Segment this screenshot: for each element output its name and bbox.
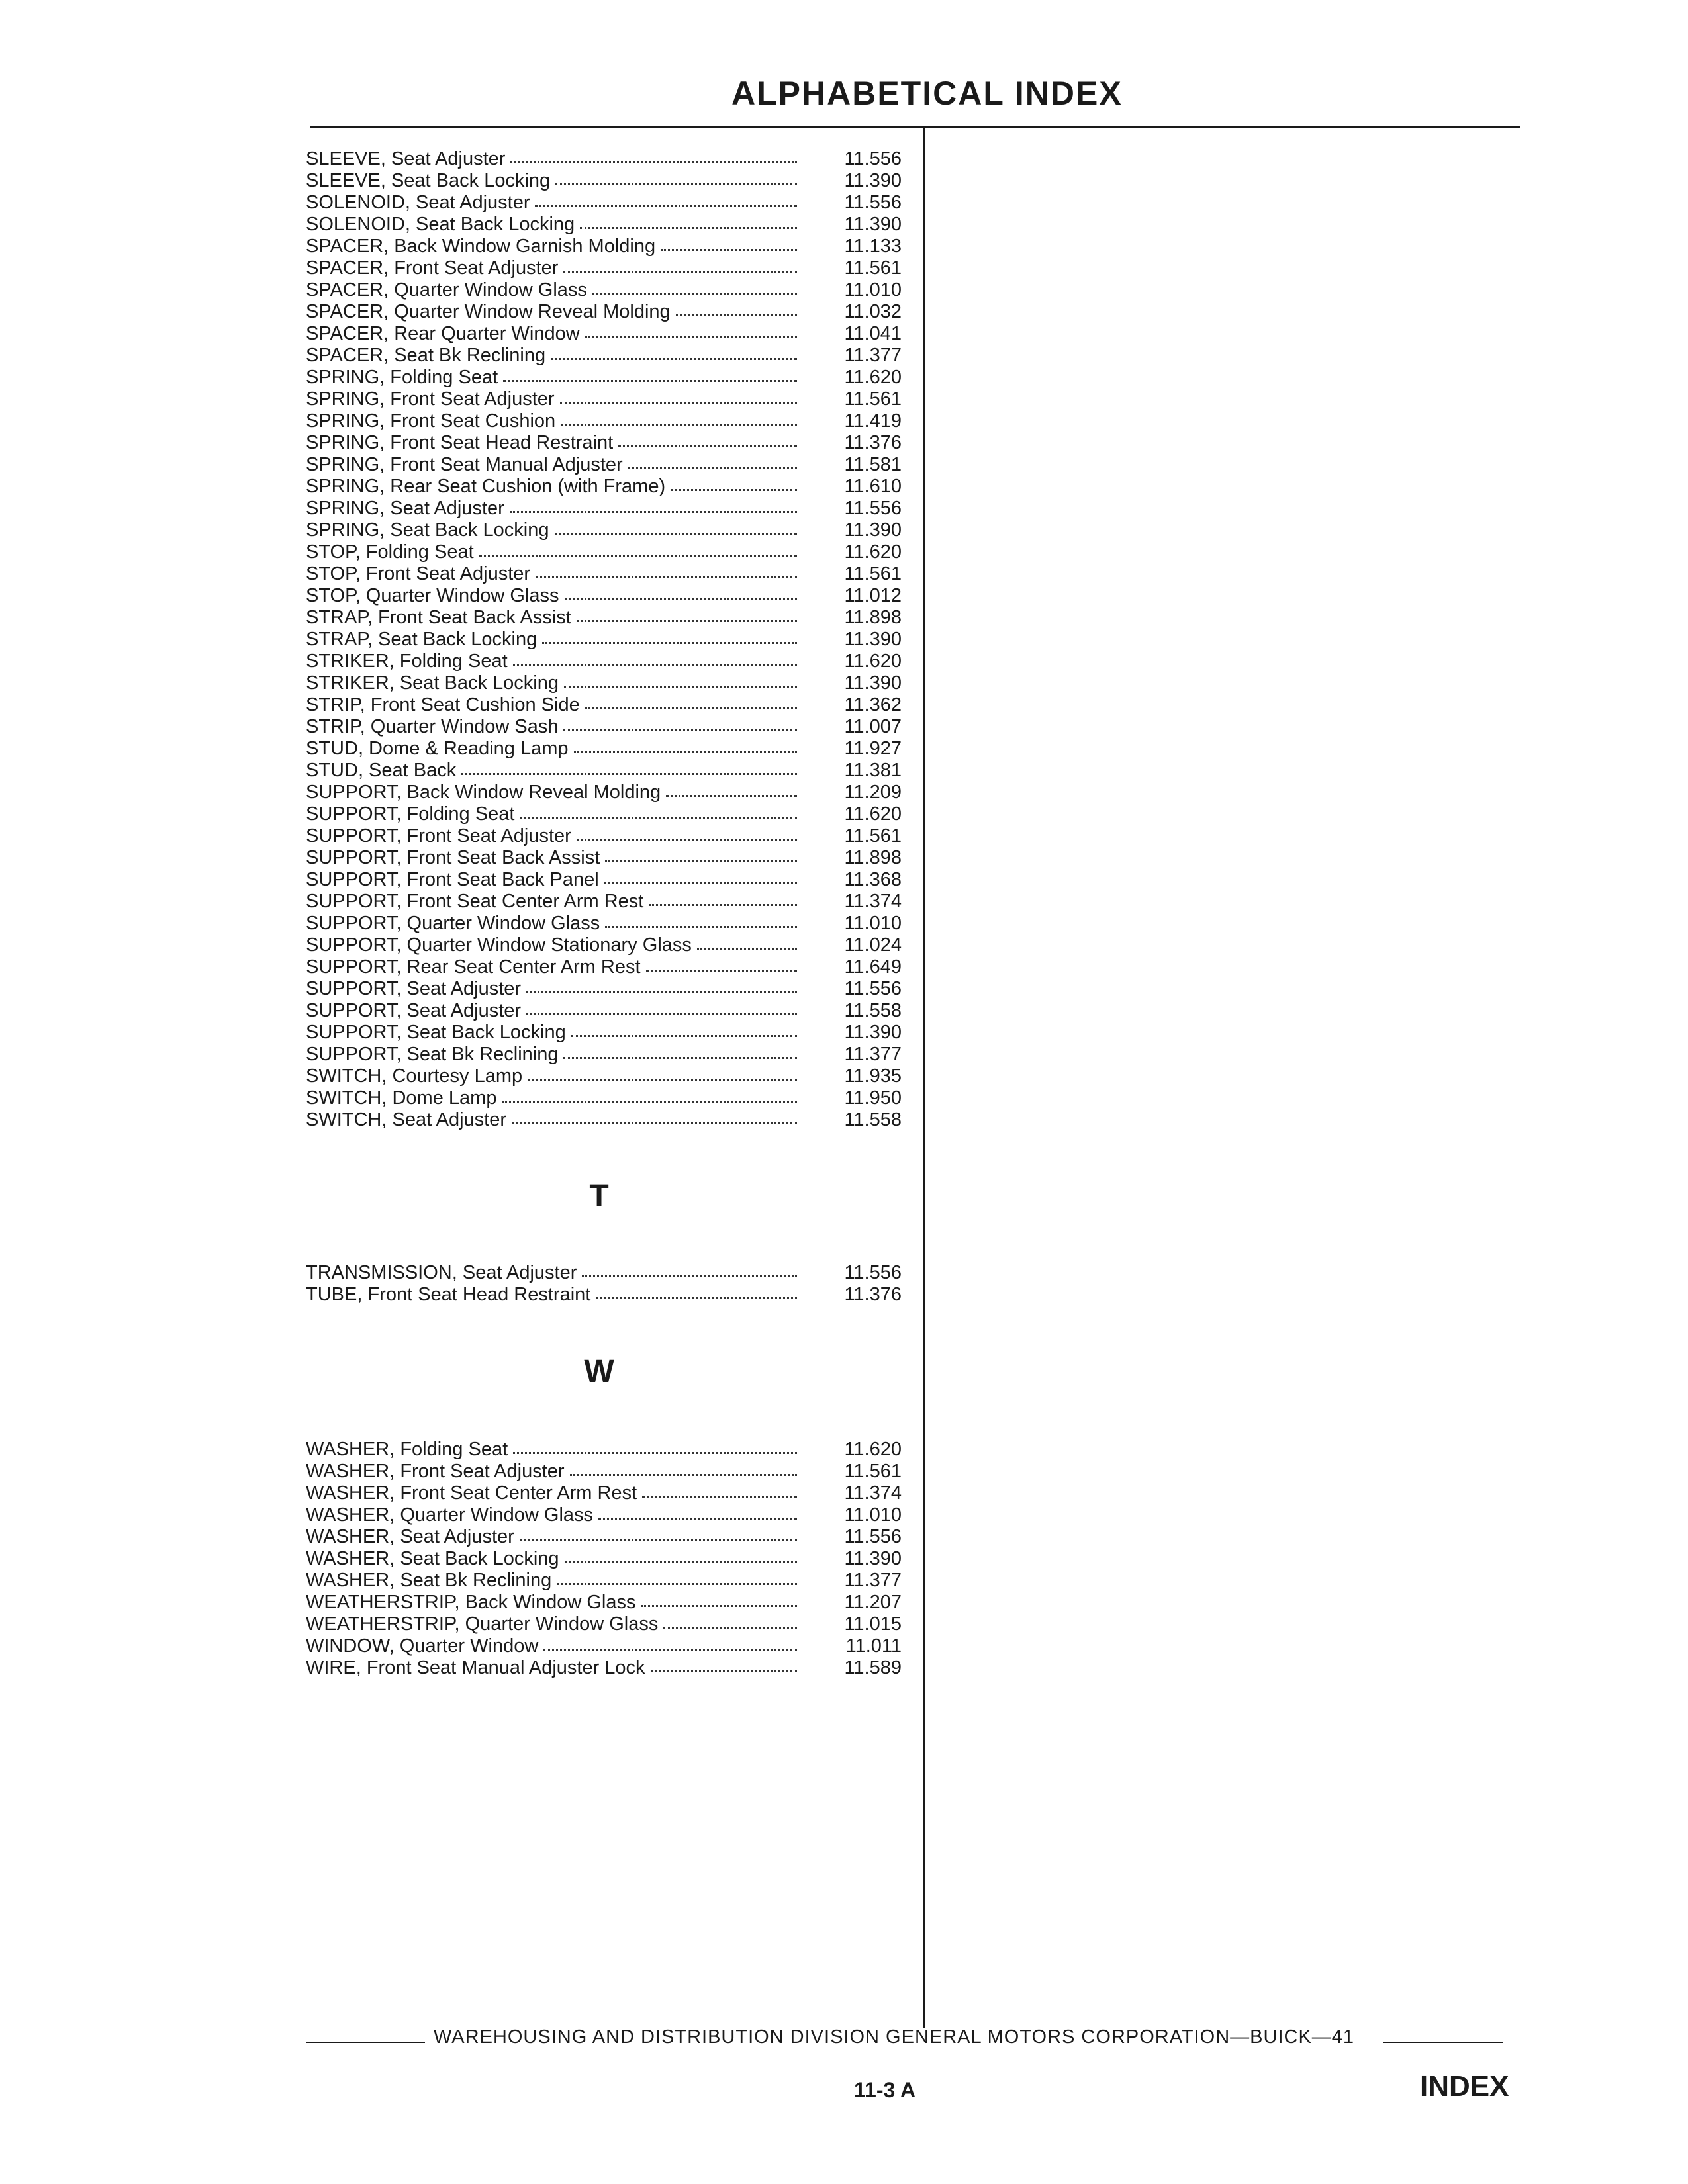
section-name: INDEX — [1420, 2070, 1509, 2103]
dot-leader — [461, 757, 797, 775]
index-entry — [306, 278, 902, 300]
index-entry — [306, 911, 902, 933]
entry-label: WASHER, Front Seat Adjuster — [306, 1461, 565, 1482]
index-list-w — [306, 1437, 902, 1678]
entry-page: 11.561 — [844, 388, 902, 410]
index-entry — [306, 409, 902, 431]
entry-label: STUD, Seat Back — [306, 760, 457, 781]
entry-page: 11.556 — [844, 1526, 902, 1547]
dot-leader — [563, 1041, 797, 1059]
dot-leader — [528, 1063, 797, 1081]
index-entry — [306, 671, 902, 693]
dot-leader — [628, 451, 797, 469]
dot-leader — [661, 233, 797, 251]
index-entry — [306, 518, 902, 540]
dot-leader — [513, 1436, 797, 1454]
index-entry — [306, 453, 902, 475]
entry-page: 11.390 — [844, 672, 902, 694]
dot-leader — [555, 167, 797, 185]
entry-label: WIRE, Front Seat Manual Adjuster Lock — [306, 1657, 645, 1678]
index-entry — [306, 256, 902, 278]
entry-label: WASHER, Seat Adjuster — [306, 1526, 514, 1547]
entry-page: 11.374 — [844, 891, 902, 912]
entry-page: 11.032 — [844, 301, 902, 322]
entry-label: SWITCH, Courtesy Lamp — [306, 1066, 523, 1087]
entry-page: 11.015 — [844, 1614, 902, 1635]
dot-leader — [520, 801, 797, 819]
dot-leader — [646, 954, 797, 972]
entry-label: WINDOW, Quarter Window — [306, 1635, 539, 1657]
entry-page: 11.935 — [844, 1066, 902, 1087]
dot-leader — [557, 1567, 797, 1585]
entry-page: 11.390 — [844, 214, 902, 235]
index-entry — [306, 343, 902, 365]
entry-label: SPRING, Front Seat Cushion — [306, 410, 556, 432]
entry-label: WASHER, Seat Back Locking — [306, 1548, 559, 1569]
entry-page: 11.041 — [844, 323, 902, 344]
dot-leader — [666, 779, 797, 797]
dot-leader — [592, 277, 797, 295]
entry-label: SOLENOID, Seat Adjuster — [306, 192, 530, 213]
entry-label: SUPPORT, Front Seat Center Arm Rest — [306, 891, 644, 912]
index-entry — [306, 758, 902, 780]
index-entry — [306, 562, 902, 584]
dot-leader — [676, 298, 797, 316]
dot-leader — [580, 211, 797, 229]
entry-label: SUPPORT, Seat Adjuster — [306, 978, 522, 999]
entry-page: 11.556 — [844, 1262, 902, 1283]
entry-page: 11.556 — [844, 192, 902, 213]
index-entry — [306, 606, 902, 627]
entry-page: 11.581 — [844, 454, 902, 475]
entry-label: SUPPORT, Front Seat Back Panel — [306, 869, 599, 890]
entry-page: 11.376 — [844, 432, 902, 453]
index-entry — [306, 169, 902, 191]
index-entry — [306, 1283, 902, 1304]
index-entry — [306, 627, 902, 649]
dot-leader — [565, 1545, 797, 1563]
entry-page: 11.589 — [844, 1657, 902, 1678]
entry-page: 11.898 — [844, 607, 902, 628]
dot-leader — [542, 626, 797, 644]
entry-label: WEATHERSTRIP, Back Window Glass — [306, 1592, 636, 1613]
index-entry — [306, 365, 902, 387]
dot-leader — [618, 430, 797, 447]
dot-leader — [605, 844, 797, 862]
entry-label: SPACER, Rear Quarter Window — [306, 323, 580, 344]
dot-leader — [671, 473, 797, 491]
index-entry — [306, 955, 902, 977]
entry-label: SUPPORT, Seat Bk Reclining — [306, 1044, 559, 1065]
dot-leader — [663, 1611, 797, 1629]
index-entry — [306, 212, 902, 234]
index-entry — [306, 234, 902, 256]
dot-leader — [563, 255, 797, 273]
index-entry — [306, 824, 902, 846]
entry-label: STOP, Front Seat Adjuster — [306, 563, 531, 584]
entry-page: 11.362 — [844, 694, 902, 715]
entry-label: TRANSMISSION, Seat Adjuster — [306, 1262, 577, 1283]
entry-label: WASHER, Seat Bk Reclining — [306, 1570, 552, 1591]
dot-leader — [513, 648, 797, 666]
entry-label: SUPPORT, Quarter Window Glass — [306, 913, 600, 934]
entry-page: 11.620 — [844, 541, 902, 563]
entry-page: 11.381 — [844, 760, 902, 781]
entry-label: SWITCH, Dome Lamp — [306, 1087, 497, 1109]
entry-label: SPRING, Front Seat Adjuster — [306, 388, 555, 410]
entry-page: 11.376 — [844, 1284, 902, 1305]
entry-page: 11.620 — [844, 651, 902, 672]
entry-page: 11.010 — [844, 279, 902, 300]
index-entry — [306, 1481, 902, 1503]
entry-label: SUPPORT, Folding Seat — [306, 803, 515, 825]
entry-label: SPRING, Folding Seat — [306, 367, 498, 388]
dot-leader — [577, 604, 797, 622]
index-entry — [306, 1108, 902, 1130]
dot-leader — [605, 910, 797, 928]
entry-page: 11.209 — [844, 782, 902, 803]
dot-leader — [502, 1085, 797, 1103]
index-entry — [306, 1042, 902, 1064]
dot-leader — [585, 320, 797, 338]
dot-leader — [526, 997, 797, 1015]
dot-leader — [577, 823, 797, 841]
dot-leader — [563, 713, 797, 731]
entry-page: 11.374 — [844, 1482, 902, 1504]
entry-label: SPRING, Front Seat Head Restraint — [306, 432, 614, 453]
entry-label: WASHER, Front Seat Center Arm Rest — [306, 1482, 637, 1504]
dot-leader — [526, 976, 797, 993]
entry-page: 11.898 — [844, 847, 902, 868]
entry-page: 11.620 — [844, 1439, 902, 1460]
index-entry — [306, 475, 902, 496]
entry-label: SUPPORT, Back Window Reveal Molding — [306, 782, 661, 803]
entry-label: SUPPORT, Quarter Window Stationary Glass — [306, 934, 692, 956]
index-entry — [306, 431, 902, 453]
entry-page: 11.649 — [844, 956, 902, 978]
entry-label: SPRING, Rear Seat Cushion (with Frame) — [306, 476, 666, 497]
dot-leader — [510, 146, 797, 163]
index-entry — [306, 802, 902, 824]
index-list-t — [306, 1261, 902, 1304]
entry-label: SPRING, Seat Back Locking — [306, 520, 549, 541]
index-list-s — [306, 147, 902, 1130]
index-entry — [306, 1086, 902, 1108]
entry-label: STRIP, Quarter Window Sash — [306, 716, 559, 737]
entry-label: SPACER, Back Window Garnish Molding — [306, 236, 656, 257]
entry-label: SPACER, Seat Bk Reclining — [306, 345, 546, 366]
entry-page: 11.950 — [844, 1087, 902, 1109]
dot-leader — [596, 1281, 797, 1299]
entry-page: 11.561 — [844, 825, 902, 846]
entry-page: 11.133 — [844, 236, 902, 257]
index-entry — [306, 1590, 902, 1612]
index-entry — [306, 1569, 902, 1590]
entry-label: SOLENOID, Seat Back Locking — [306, 214, 575, 235]
entry-label: SUPPORT, Seat Adjuster — [306, 1000, 522, 1021]
entry-label: WASHER, Folding Seat — [306, 1439, 508, 1460]
entry-page: 11.561 — [844, 1461, 902, 1482]
footer-rule-right — [1383, 2042, 1503, 2043]
dot-leader — [555, 517, 798, 535]
entry-page: 11.390 — [844, 629, 902, 650]
entry-page: 11.558 — [844, 1109, 902, 1130]
index-entry — [306, 649, 902, 671]
entry-page: 11.390 — [844, 1548, 902, 1569]
entry-page: 11.377 — [844, 1044, 902, 1065]
section-letter-w: W — [584, 1354, 614, 1389]
entry-label: SUPPORT, Front Seat Adjuster — [306, 825, 571, 846]
entry-page: 11.610 — [844, 476, 902, 497]
entry-page: 11.556 — [844, 148, 902, 169]
entry-page: 11.620 — [844, 367, 902, 388]
dot-leader — [585, 692, 797, 709]
entry-page: 11.556 — [844, 498, 902, 519]
entry-page: 11.390 — [844, 170, 902, 191]
index-entry — [306, 147, 902, 169]
dot-leader — [574, 735, 798, 753]
index-entry — [306, 889, 902, 911]
index-entry — [306, 1261, 902, 1283]
index-entry — [306, 933, 902, 955]
index-entry — [306, 1503, 902, 1525]
entry-label: STRIKER, Seat Back Locking — [306, 672, 559, 694]
entry-label: STRAP, Seat Back Locking — [306, 629, 538, 650]
index-entry — [306, 191, 902, 212]
index-entry — [306, 1437, 902, 1459]
entry-label: SUPPORT, Seat Back Locking — [306, 1022, 566, 1043]
entry-page: 11.010 — [844, 913, 902, 934]
dot-leader — [565, 582, 797, 600]
dot-leader — [503, 364, 797, 382]
dot-leader — [520, 1524, 797, 1541]
dot-leader — [536, 561, 797, 578]
entry-page: 11.620 — [844, 803, 902, 825]
entry-page: 11.561 — [844, 257, 902, 279]
index-entry — [306, 1656, 902, 1678]
entry-page: 11.377 — [844, 1570, 902, 1591]
footer-text: WAREHOUSING AND DISTRIBUTION DIVISION GENERAL MOTORS CORPORATION—BUICK—41 — [434, 2026, 1355, 2048]
entry-label: STRIKER, Folding Seat — [306, 651, 508, 672]
index-entry — [306, 846, 902, 868]
column-divider — [923, 128, 925, 2028]
entry-label: SWITCH, Seat Adjuster — [306, 1109, 506, 1130]
entry-label: STOP, Folding Seat — [306, 541, 474, 563]
index-entry — [306, 540, 902, 562]
dot-leader — [649, 888, 797, 906]
entry-label: STUD, Dome & Reading Lamp — [306, 738, 569, 759]
index-entry — [306, 977, 902, 999]
dot-leader — [642, 1480, 797, 1498]
entry-label: SLEEVE, Seat Back Locking — [306, 170, 551, 191]
entry-label: TUBE, Front Seat Head Restraint — [306, 1284, 591, 1305]
entry-page: 11.011 — [845, 1635, 902, 1657]
index-entry — [306, 1634, 902, 1656]
entry-page: 11.558 — [844, 1000, 902, 1021]
index-entry — [306, 387, 902, 409]
entry-page: 11.207 — [844, 1592, 902, 1613]
entry-label: STRAP, Front Seat Back Assist — [306, 607, 571, 628]
dot-leader — [697, 932, 797, 950]
dot-leader — [641, 1589, 797, 1607]
entry-page: 11.012 — [844, 585, 902, 606]
entry-label: WASHER, Quarter Window Glass — [306, 1504, 594, 1525]
index-entry — [306, 1064, 902, 1086]
entry-label: WEATHERSTRIP, Quarter Window Glass — [306, 1614, 659, 1635]
index-entry — [306, 999, 902, 1021]
index-entry — [306, 496, 902, 518]
entry-page: 11.024 — [844, 934, 902, 956]
section-letter-t: T — [589, 1179, 609, 1214]
dot-leader — [512, 1107, 797, 1124]
index-entry — [306, 737, 902, 758]
footer-rule-left — [306, 2042, 425, 2043]
entry-page: 11.007 — [844, 716, 902, 737]
entry-label: SPACER, Front Seat Adjuster — [306, 257, 559, 279]
dot-leader — [551, 342, 797, 360]
entry-page: 11.368 — [844, 869, 902, 890]
dot-leader — [570, 1458, 797, 1476]
entry-page: 11.556 — [844, 978, 902, 999]
page-number: 11-3 A — [854, 2078, 916, 2102]
dot-leader — [651, 1655, 797, 1672]
index-entry — [306, 584, 902, 606]
index-entry — [306, 868, 902, 889]
entry-label: SPRING, Seat Adjuster — [306, 498, 504, 519]
dot-leader — [604, 866, 797, 884]
entry-page: 11.927 — [844, 738, 902, 759]
index-entry — [306, 1547, 902, 1569]
index-entry — [306, 715, 902, 737]
entry-label: STOP, Quarter Window Glass — [306, 585, 559, 606]
index-entry — [306, 1459, 902, 1481]
index-entry — [306, 300, 902, 322]
index-entry — [306, 1021, 902, 1042]
entry-page: 11.390 — [844, 1022, 902, 1043]
dot-leader — [571, 1019, 797, 1037]
dot-leader — [564, 670, 797, 688]
dot-leader — [582, 1259, 797, 1277]
entry-page: 11.561 — [844, 563, 902, 584]
entry-label: SPACER, Quarter Window Glass — [306, 279, 587, 300]
header-rule — [310, 126, 1520, 128]
index-entry — [306, 322, 902, 343]
entry-label: SPACER, Quarter Window Reveal Molding — [306, 301, 671, 322]
dot-leader — [510, 495, 797, 513]
dot-leader — [561, 408, 797, 426]
dot-leader — [535, 189, 797, 207]
entry-page: 11.419 — [844, 410, 902, 432]
dot-leader — [543, 1633, 797, 1651]
index-entry — [306, 693, 902, 715]
entry-page: 11.377 — [844, 345, 902, 366]
entry-page: 11.010 — [844, 1504, 902, 1525]
dot-leader — [479, 539, 797, 557]
index-entry — [306, 1525, 902, 1547]
entry-label: SUPPORT, Rear Seat Center Arm Rest — [306, 956, 641, 978]
page-title: ALPHABETICAL INDEX — [731, 75, 1123, 112]
dot-leader — [560, 386, 797, 404]
entry-label: STRIP, Front Seat Cushion Side — [306, 694, 580, 715]
dot-leader — [598, 1502, 797, 1520]
index-entry — [306, 780, 902, 802]
entry-label: SUPPORT, Front Seat Back Assist — [306, 847, 600, 868]
entry-page: 11.390 — [844, 520, 902, 541]
index-entry — [306, 1612, 902, 1634]
entry-label: SLEEVE, Seat Adjuster — [306, 148, 506, 169]
entry-label: SPRING, Front Seat Manual Adjuster — [306, 454, 623, 475]
